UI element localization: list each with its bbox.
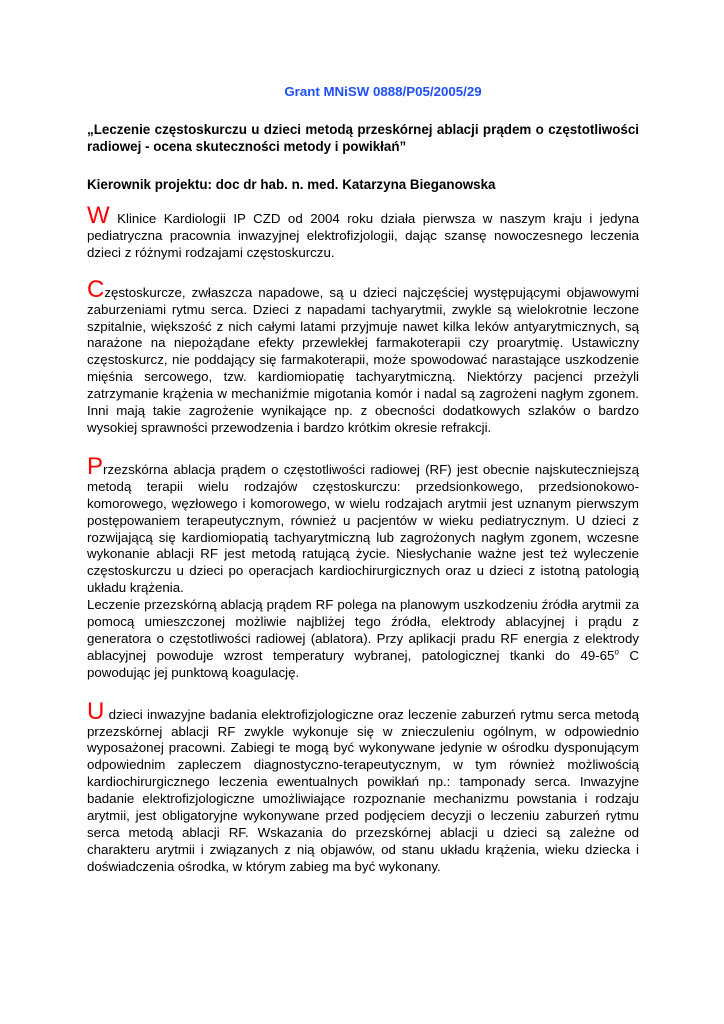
- drop-cap: W: [87, 202, 110, 229]
- paragraph-text: dzieci inwazyjne badania elektrofizjologiczne oraz leczenie zaburzeń rytmu serca metodą przezskórnej ablacji RF zwykle wykonuje się w znieczuleniu ogólnym, w odpowiednio wyposażonej pracowni. Zabiegi te mogą być wykonywane jedynie w ośrodku dysponującym odpowiednim zapleczem diagnostyczno-terapeutycznym, w tym również możliwością kardiochirurgicznego leczenia ewentualnych powikłań np.: tamponady serca. Inwazyjne badanie elektrofizjologiczne umożliwiające rozpoznanie mechanizmu powstania i rodzaju arytmii, jest obligatoryjne wykonywane przed podjęciem decyzji o leczeniu zaburzeń rytmu serca metodą ablacji RF. Wskazania do przezskórnej ablacji u dzieci są zależne od charakteru arytmii i związanych z nią objawów, od stanu układu krążenia, wieku dziecka i doświadczenia ośrodka, w którym zabieg ma być wykonany.: [87, 706, 639, 874]
- drop-cap: P: [87, 452, 104, 480]
- paragraph-text: rzezskórna ablacja prądem o częstotliwości radiowej (RF) jest obecnie najskuteczniejszą metodą terapii wielu rodzajów częstoskurczu: przedsionkowego, przedsionokowo-komorowego, węzłowego i komorowego, w wielu rodzajach arytmii jest uznanym pierwszym postępowaniem terapeutycznym, również u pacjentów w wieku pediatrycznym. U dzieci z rozwijającą się kardiomiopatią tachyarytmiczną lub zagrożonych nagłym zgonem, wczesne wykonanie ablacji RF jest metodą ratującą życie. Niesłychanie ważne jest też wyleczenie częstoskurczu u dzieci po operacjach kardiochirurgicznych oraz u dzieci z istotną patologią układu krążenia.: [87, 461, 639, 596]
- paragraph-text: Leczenie przezskórną ablacją prądem RF polega na planowym uszkodzeniu źródła arytmii za pomocą umieszczonej możliwie najbliżej tego źródła, elektrody ablacyjnej i prądu z generatora o częstotliwości radiowej (ablatora). Przy aplikacji pradu RF energia z elektrody ablacyjnej powoduje wzrost temperatury wybranej, patologicznej tkanki do 49-65: [87, 597, 639, 663]
- degree-superscript: o: [614, 647, 619, 657]
- paragraph-text: Klinice Kardiologii IP CZD od 2004 roku działa pierwsza w naszym kraju i jedyna pediatryczna pracownia inwazyjnej elektrofizjologii, dając szansę nowoczesnego leczenia dzieci z różnymi rodzajami częstoskurczu.: [87, 211, 639, 260]
- paragraph-text: C powodując jej punktową koagulację.: [87, 647, 639, 680]
- drop-cap: U: [87, 697, 105, 725]
- project-title: „Leczenie częstoskurczu u dzieci metodą przeskórnej ablacji prądem o częstotliwości radiowej - ocena skuteczności metody i powikłań”: [87, 122, 639, 154]
- drop-cap: C: [87, 275, 105, 303]
- document-page: [87, 84, 639, 876]
- paragraph-ablation-method: [87, 597, 639, 682]
- grant-number: Grant MNiSW 0888/P05/2005/29: [284, 84, 482, 99]
- paragraph-tachycardia: [87, 275, 639, 437]
- paragraph-text: zęstoskurcze, zwłaszcza napadowe, są u dzieci najczęściej występującymi objawowymi zaburzeniami rytmu serca. Dzieci z napadami tachyarytmii, zwykle są wielokrotnie leczone szpitalnie, większość z nich całymi latami przyjmuje nawet kilka leków antyarytmicznych, są narażone na niepożądane efekty przewlekłej farmakoterapii czy proarytmię. Ustawiczny częstoskurcz, nie poddający się farmakoterapii, może spowodować narastające uszkodzenie mięśnia sercowego, tzw. kardiomiopatię tachyarytmiczną. Niektórzy pacjenci przeżyli zatrzymanie krążenia w mechaniźmie migotania komór i nadal są zagrożeni nagłym zgonem. Inni mają takie zagrożenie wynikające np. z obecności dodatkowych szlaków o bardzo wysokiej sprawności przewodzenia i bardzo krótkim okresie refrakcji.: [87, 284, 639, 435]
- paragraph-procedures: [87, 697, 639, 876]
- paragraph-clinic: [87, 202, 639, 262]
- project-manager: Kierownik projektu: doc dr hab. n. med. Katarzyna Bieganowska: [87, 177, 496, 192]
- paragraph-ablation: [87, 452, 639, 597]
